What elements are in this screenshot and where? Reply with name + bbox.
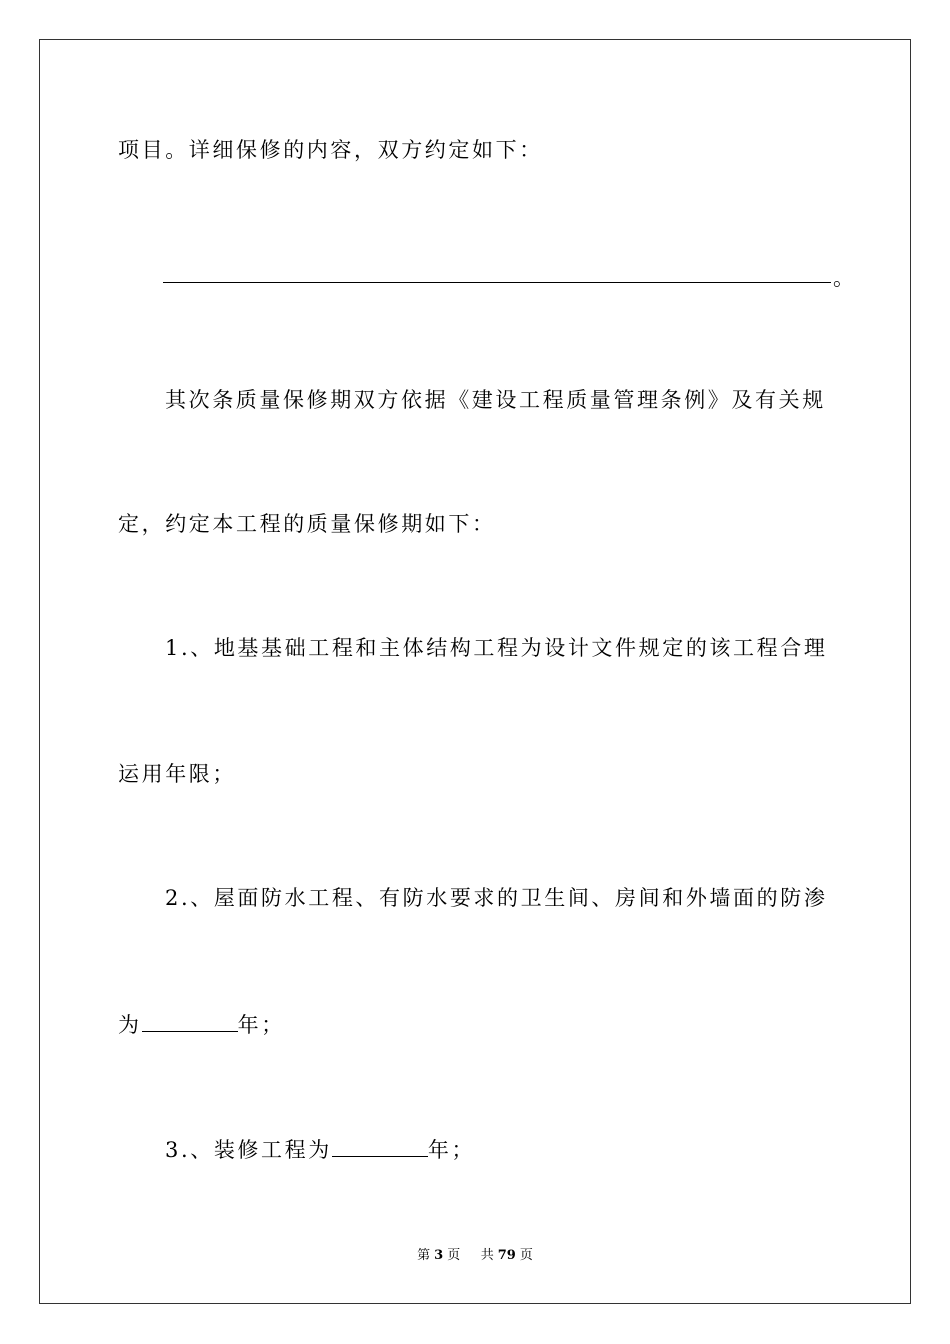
page-frame	[39, 39, 911, 1304]
item-3-blank	[332, 1136, 428, 1157]
fill-in-blank-period: 。	[833, 266, 854, 290]
clause-2-line-2: 定，约定本工程的质量保修期如下：	[118, 512, 496, 536]
item-2-suffix: 年；	[237, 1013, 285, 1037]
fill-in-blank-line	[163, 282, 831, 283]
item-2-prefix: 为	[118, 1013, 142, 1037]
item-3-prefix: 3.、装修工程为	[165, 1138, 332, 1162]
item-3-line	[165, 1136, 475, 1162]
item-2-line-2	[118, 1011, 285, 1037]
item-1-line-2: 运用年限；	[118, 762, 236, 786]
footer-total-number: 79	[497, 1248, 516, 1263]
item-1-line-1: 1.、地基基础工程和主体结构工程为设计文件规定的该工程合理	[165, 636, 828, 660]
clause-2-line-1: 其次条质量保修期双方依据《建设工程质量管理条例》及有关规	[165, 388, 826, 412]
footer-total-prefix: 共	[480, 1248, 494, 1263]
footer-page-prefix: 第	[417, 1248, 431, 1263]
item-2-line-1: 2.、屋面防水工程、有防水要求的卫生间、房间和外墙面的防渗	[165, 886, 828, 910]
item-3-suffix: 年；	[427, 1138, 476, 1162]
text-line-1: 项目。详细保修的内容，双方约定如下：	[118, 138, 543, 162]
footer-page-number: 3	[434, 1248, 444, 1263]
item-2-blank	[142, 1011, 238, 1032]
footer-page-suffix: 页	[447, 1248, 461, 1263]
footer-total-suffix: 页	[519, 1248, 533, 1263]
page-footer	[0, 1248, 950, 1264]
